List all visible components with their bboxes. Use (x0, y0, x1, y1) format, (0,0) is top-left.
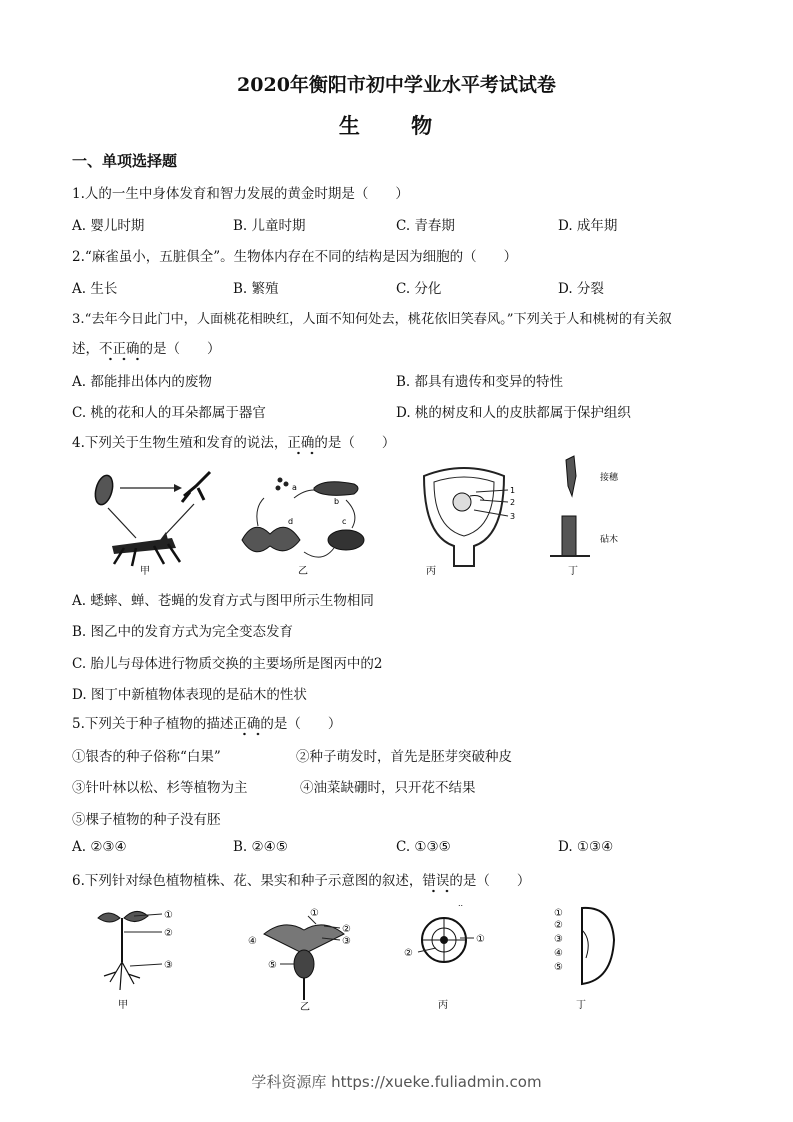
svg-text:d: d (288, 517, 294, 526)
q5-statement-2: ②种子萌发时，首先是胚芽突破种皮 (296, 749, 512, 765)
q2-stem: 2.“麻雀虽小，五脏俱全”。生物体内存在不同的结构是因为细胞的（ ） (72, 249, 518, 265)
q4-fig-label-jia: 甲 (140, 566, 150, 577)
svg-text:b: b (334, 497, 340, 506)
svg-text:2: 2 (510, 498, 516, 507)
q2-option-a: A. 生长 (72, 281, 118, 297)
q3-option-a: A. 都能排出体内的废物 (72, 374, 212, 390)
q5-option-d: D. ①③④ (558, 839, 614, 855)
q6-stem: 6.下列针对绿色植物植株、花、果实和种子示意图的叙述，错误的是（ ） (72, 869, 530, 889)
svg-text:①: ① (164, 910, 173, 921)
svg-text:①: ① (554, 908, 563, 919)
q6-figure-jia (90, 904, 190, 1014)
q4-option-c: C. 胎儿与母体进行物质交换的主要场所是图丙中的2 (72, 656, 383, 672)
q4-stem: 4.下列关于生物生殖和发育的说法，正确的是（ ） (72, 431, 395, 451)
svg-text:a: a (292, 483, 297, 492)
section-title: 一、单项选择题 (72, 152, 178, 170)
exam-title: 2020年衡阳市初中学业水平考试试卷 (237, 74, 556, 96)
footer-watermark: 学科资源库 https://xueke.fuliadmin.com (251, 1073, 542, 1091)
q4-option-a: A. 蟋蟀、蝉、苍蝇的发育方式与图甲所示生物相同 (72, 593, 374, 609)
svg-text:..: .. (458, 899, 464, 908)
q1-option-c: C. 青春期 (396, 218, 455, 234)
svg-text:砧木: 砧木 (600, 535, 619, 545)
svg-text:②: ② (554, 920, 563, 931)
q4-emphasis: 正确 (287, 435, 314, 455)
q5-statement-4: ④油菜缺硼时，只开花不结果 (300, 780, 476, 796)
q1-option-b: B. 儿童时期 (233, 218, 306, 234)
svg-text:④: ④ (248, 936, 257, 947)
q5-option-c: C. ①③⑤ (396, 839, 451, 855)
q5-option-b: B. ②④⑤ (233, 839, 288, 855)
svg-text:①: ① (476, 934, 485, 945)
svg-text:③: ③ (342, 936, 351, 947)
q6-emphasis: 错误 (422, 873, 449, 893)
q5-emphasis: 正确 (233, 716, 260, 736)
q5-option-a: A. ②③④ (72, 839, 127, 855)
q1-stem: 1.人的一生中身体发育和智力发展的黄金时期是（ ） (72, 186, 409, 202)
svg-text:1: 1 (510, 486, 516, 495)
svg-text:⑤: ⑤ (268, 960, 277, 971)
q6-fig-label-ding: 丁 (576, 1000, 586, 1011)
q6-figure-bing (400, 899, 500, 1014)
q4-figure-jia (84, 468, 224, 576)
svg-text:④: ④ (554, 948, 563, 959)
q4-fig-label-bing: 丙 (426, 566, 436, 577)
svg-text:②: ② (164, 928, 173, 939)
q6-figure-yi (244, 904, 364, 1014)
q2-option-d: D. 分裂 (558, 281, 604, 297)
q6-fig-label-jia: 甲 (118, 1000, 128, 1011)
q3-stem-line2: 述，不正确的是（ ） (72, 337, 221, 357)
q3-option-c: C. 桃的花和人的耳朵都属于器官 (72, 405, 266, 421)
q4-option-b: B. 图乙中的发育方式为完全变态发育 (72, 624, 294, 640)
q2-option-c: C. 分化 (396, 281, 442, 297)
svg-text:3: 3 (510, 512, 516, 521)
svg-text:③: ③ (554, 934, 563, 945)
q4-option-d: D. 图丁中新植物体表现的是砧木的性状 (72, 687, 307, 703)
q1-option-a: A. 婴儿时期 (72, 218, 145, 234)
svg-text:接穗: 接穗 (600, 473, 619, 483)
svg-text:①: ① (310, 908, 319, 919)
q5-statement-3: ③针叶林以松、杉等植物为主 (72, 780, 248, 796)
q3-option-d: D. 桃的树皮和人的皮肤都属于保护组织 (396, 405, 631, 421)
q6-fig-label-yi: 乙 (300, 1002, 310, 1013)
q4-fig-label-ding: 丁 (568, 566, 578, 577)
q2-option-b: B. 繁殖 (233, 281, 279, 297)
q4-figure-yi (234, 468, 374, 576)
subject-title: 生 物 (338, 113, 455, 138)
q5-statement-1: ①银杏的种子俗称“白果” (72, 749, 221, 765)
svg-text:②: ② (342, 924, 351, 935)
q4-fig-label-yi: 乙 (298, 566, 308, 577)
q4-figure-ding (540, 456, 640, 578)
q5-stem: 5.下列关于种子植物的描述正确的是（ ） (72, 712, 341, 732)
q6-fig-label-bing: 丙 (438, 1000, 448, 1011)
q5-statement-5: ⑤棵子植物的种子没有胚 (72, 812, 221, 828)
svg-text:c: c (342, 517, 347, 526)
q3-emphasis: 不正确 (99, 341, 140, 361)
q4-figure-bing (414, 466, 524, 576)
q6-figure-ding (552, 900, 632, 1014)
svg-text:③: ③ (164, 960, 173, 971)
q1-option-d: D. 成年期 (558, 218, 618, 234)
q3-stem-line1: 3.“去年今日此门中，人面桃花相映红，人面不知何处去，桃花依旧笑春风。”下列关于人和桃树的有关叙 (72, 312, 672, 327)
svg-text:⑤: ⑤ (554, 962, 563, 973)
svg-text:②: ② (404, 948, 413, 959)
q3-option-b: B. 都具有遗传和变异的特性 (396, 374, 564, 390)
